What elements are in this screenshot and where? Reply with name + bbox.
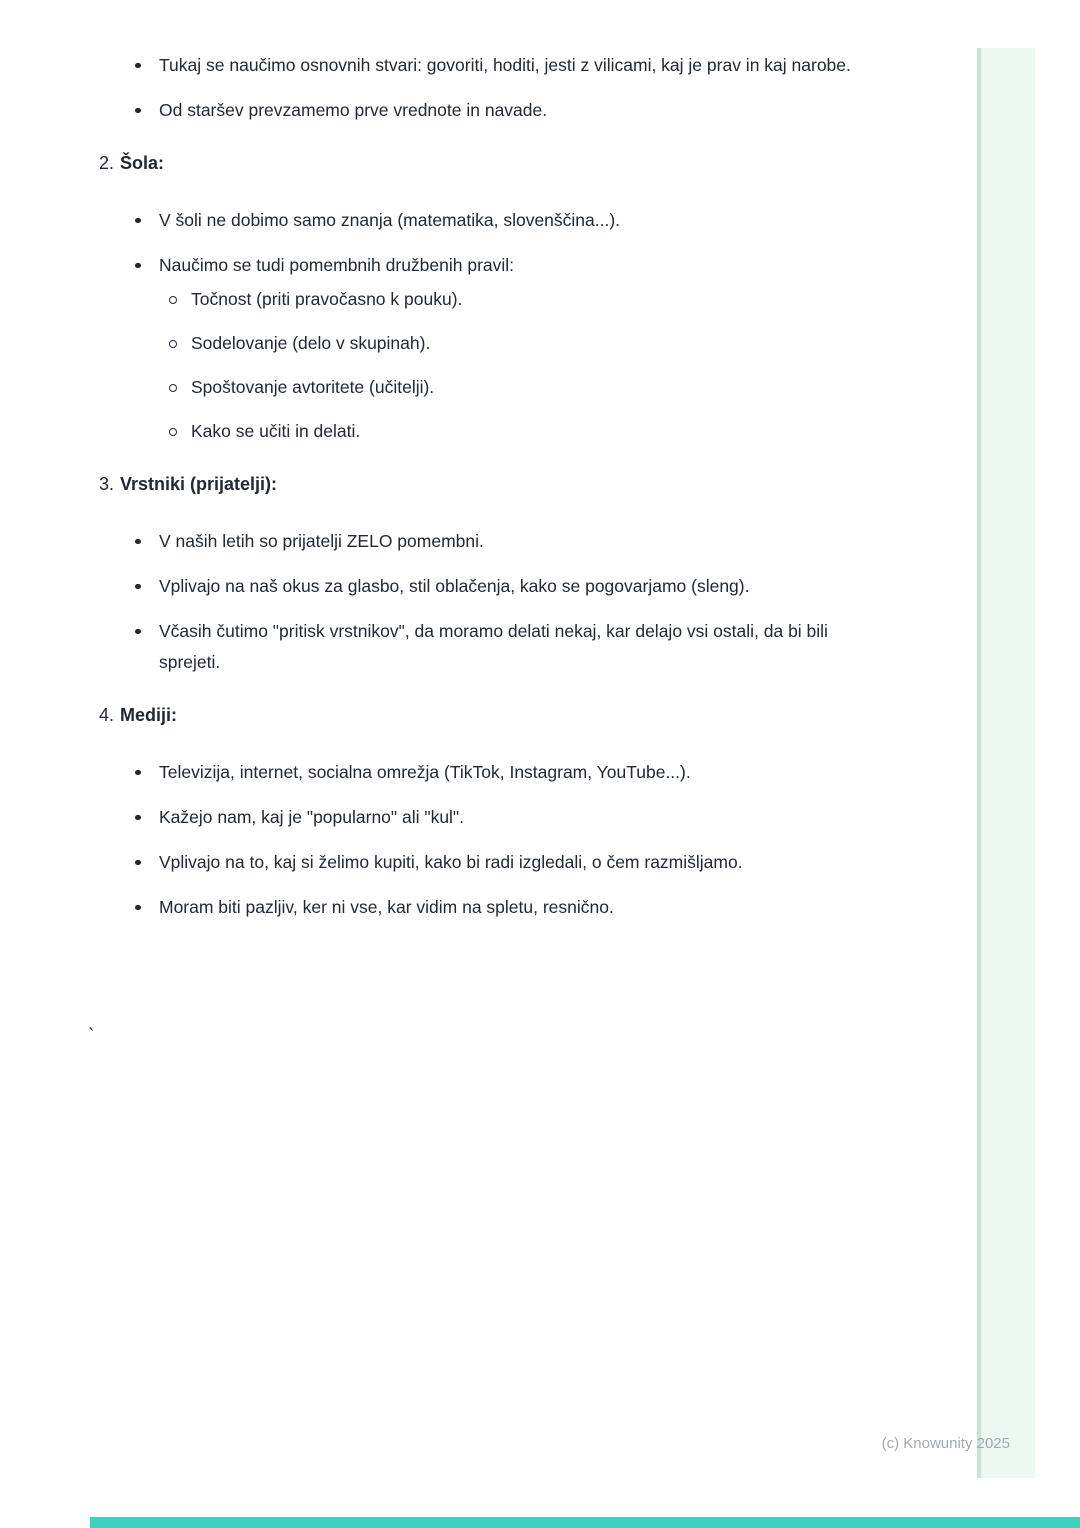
bullet-circle-icon bbox=[169, 384, 177, 392]
list-item bbox=[159, 250, 851, 447]
list-item bbox=[159, 847, 851, 878]
bullet-text: Kažejo nam, kaj je "popularno" ali "kul". bbox=[159, 807, 465, 827]
bullet-text: Od staršev prevzamemo prve vrednote in navade. bbox=[159, 100, 548, 120]
sub-bullet-list bbox=[191, 284, 851, 447]
list-item bbox=[159, 757, 851, 788]
notes-content bbox=[99, 50, 879, 923]
bullet-text: V naših letih so prijatelji ZELO pomembni. bbox=[159, 531, 484, 551]
bullet-text: Naučimo se tudi pomembnih družbenih pravil: bbox=[159, 255, 515, 275]
bullet-disc-icon bbox=[135, 63, 141, 69]
list-item bbox=[191, 372, 851, 403]
bullet-disc-icon bbox=[135, 108, 141, 114]
list-item bbox=[159, 205, 851, 236]
right-accent-stripe bbox=[977, 48, 1035, 1478]
list-item bbox=[159, 616, 851, 678]
section-number: 3. bbox=[99, 474, 115, 494]
section-bullet-list bbox=[159, 757, 851, 923]
section-heading-sola bbox=[99, 148, 879, 179]
bottom-accent-bar bbox=[90, 1517, 1080, 1528]
section-bullet-list bbox=[159, 205, 851, 447]
bullet-text: Vplivajo na to, kaj si želimo kupiti, kako bi radi izgledali, o čem razmišljamo. bbox=[159, 852, 743, 872]
bullet-disc-icon bbox=[135, 815, 141, 821]
list-item bbox=[191, 284, 851, 315]
list-item bbox=[191, 328, 851, 359]
list-item bbox=[159, 95, 851, 126]
intro-bullet-list bbox=[159, 50, 851, 126]
bullet-text: Moram biti pazljiv, ker ni vse, kar vidim na spletu, resnično. bbox=[159, 897, 614, 917]
bullet-text: Vplivajo na naš okus za glasbo, stil oblačenja, kako se pogovarjamo (sleng). bbox=[159, 576, 750, 596]
list-item bbox=[159, 526, 851, 557]
bullet-disc-icon bbox=[135, 584, 141, 590]
bullet-disc-icon bbox=[135, 770, 141, 776]
bullet-text: V šoli ne dobimo samo znanja (matematika, slovenščina...). bbox=[159, 210, 621, 230]
section-number: 2. bbox=[99, 153, 115, 173]
stray-backtick-char: ` bbox=[88, 1026, 95, 1047]
bullet-text: Tukaj se naučimo osnovnih stvari: govoriti, hoditi, jesti z vilicami, kaj je prav in kaj narobe. bbox=[159, 55, 851, 75]
section-heading-mediji bbox=[99, 700, 879, 731]
section-bullet-list bbox=[159, 526, 851, 678]
bullet-text: Kako se učiti in delati. bbox=[191, 421, 361, 441]
bullet-text: Sodelovanje (delo v skupinah). bbox=[191, 333, 431, 353]
section-title: Mediji: bbox=[120, 705, 178, 725]
bullet-disc-icon bbox=[135, 539, 141, 545]
footer-copyright: (c) Knowunity 2025 bbox=[881, 1435, 1010, 1452]
section-title: Šola: bbox=[120, 153, 165, 173]
section-title: Vrstniki (prijatelji): bbox=[120, 474, 278, 494]
bullet-circle-icon bbox=[169, 340, 177, 348]
list-item bbox=[159, 802, 851, 833]
bullet-disc-icon bbox=[135, 905, 141, 911]
bullet-disc-icon bbox=[135, 860, 141, 866]
bullet-text: Televizija, internet, socialna omrežja (TikTok, Instagram, YouTube...). bbox=[159, 762, 691, 782]
bullet-circle-icon bbox=[169, 296, 177, 304]
bullet-disc-icon bbox=[135, 263, 141, 269]
list-item bbox=[159, 50, 851, 81]
bullet-disc-icon bbox=[135, 218, 141, 224]
bullet-text: Točnost (priti pravočasno k pouku). bbox=[191, 289, 463, 309]
bullet-text: Včasih čutimo "pritisk vrstnikov", da moramo delati nekaj, kar delajo vsi ostali, da bi bili sprejeti. bbox=[159, 621, 828, 672]
list-item bbox=[159, 892, 851, 923]
bullet-text: Spoštovanje avtoritete (učitelji). bbox=[191, 377, 435, 397]
list-item bbox=[159, 571, 851, 602]
section-number: 4. bbox=[99, 705, 115, 725]
bullet-circle-icon bbox=[169, 428, 177, 436]
bullet-disc-icon bbox=[135, 629, 141, 635]
section-heading-vrstniki bbox=[99, 469, 879, 500]
list-item bbox=[191, 416, 851, 447]
